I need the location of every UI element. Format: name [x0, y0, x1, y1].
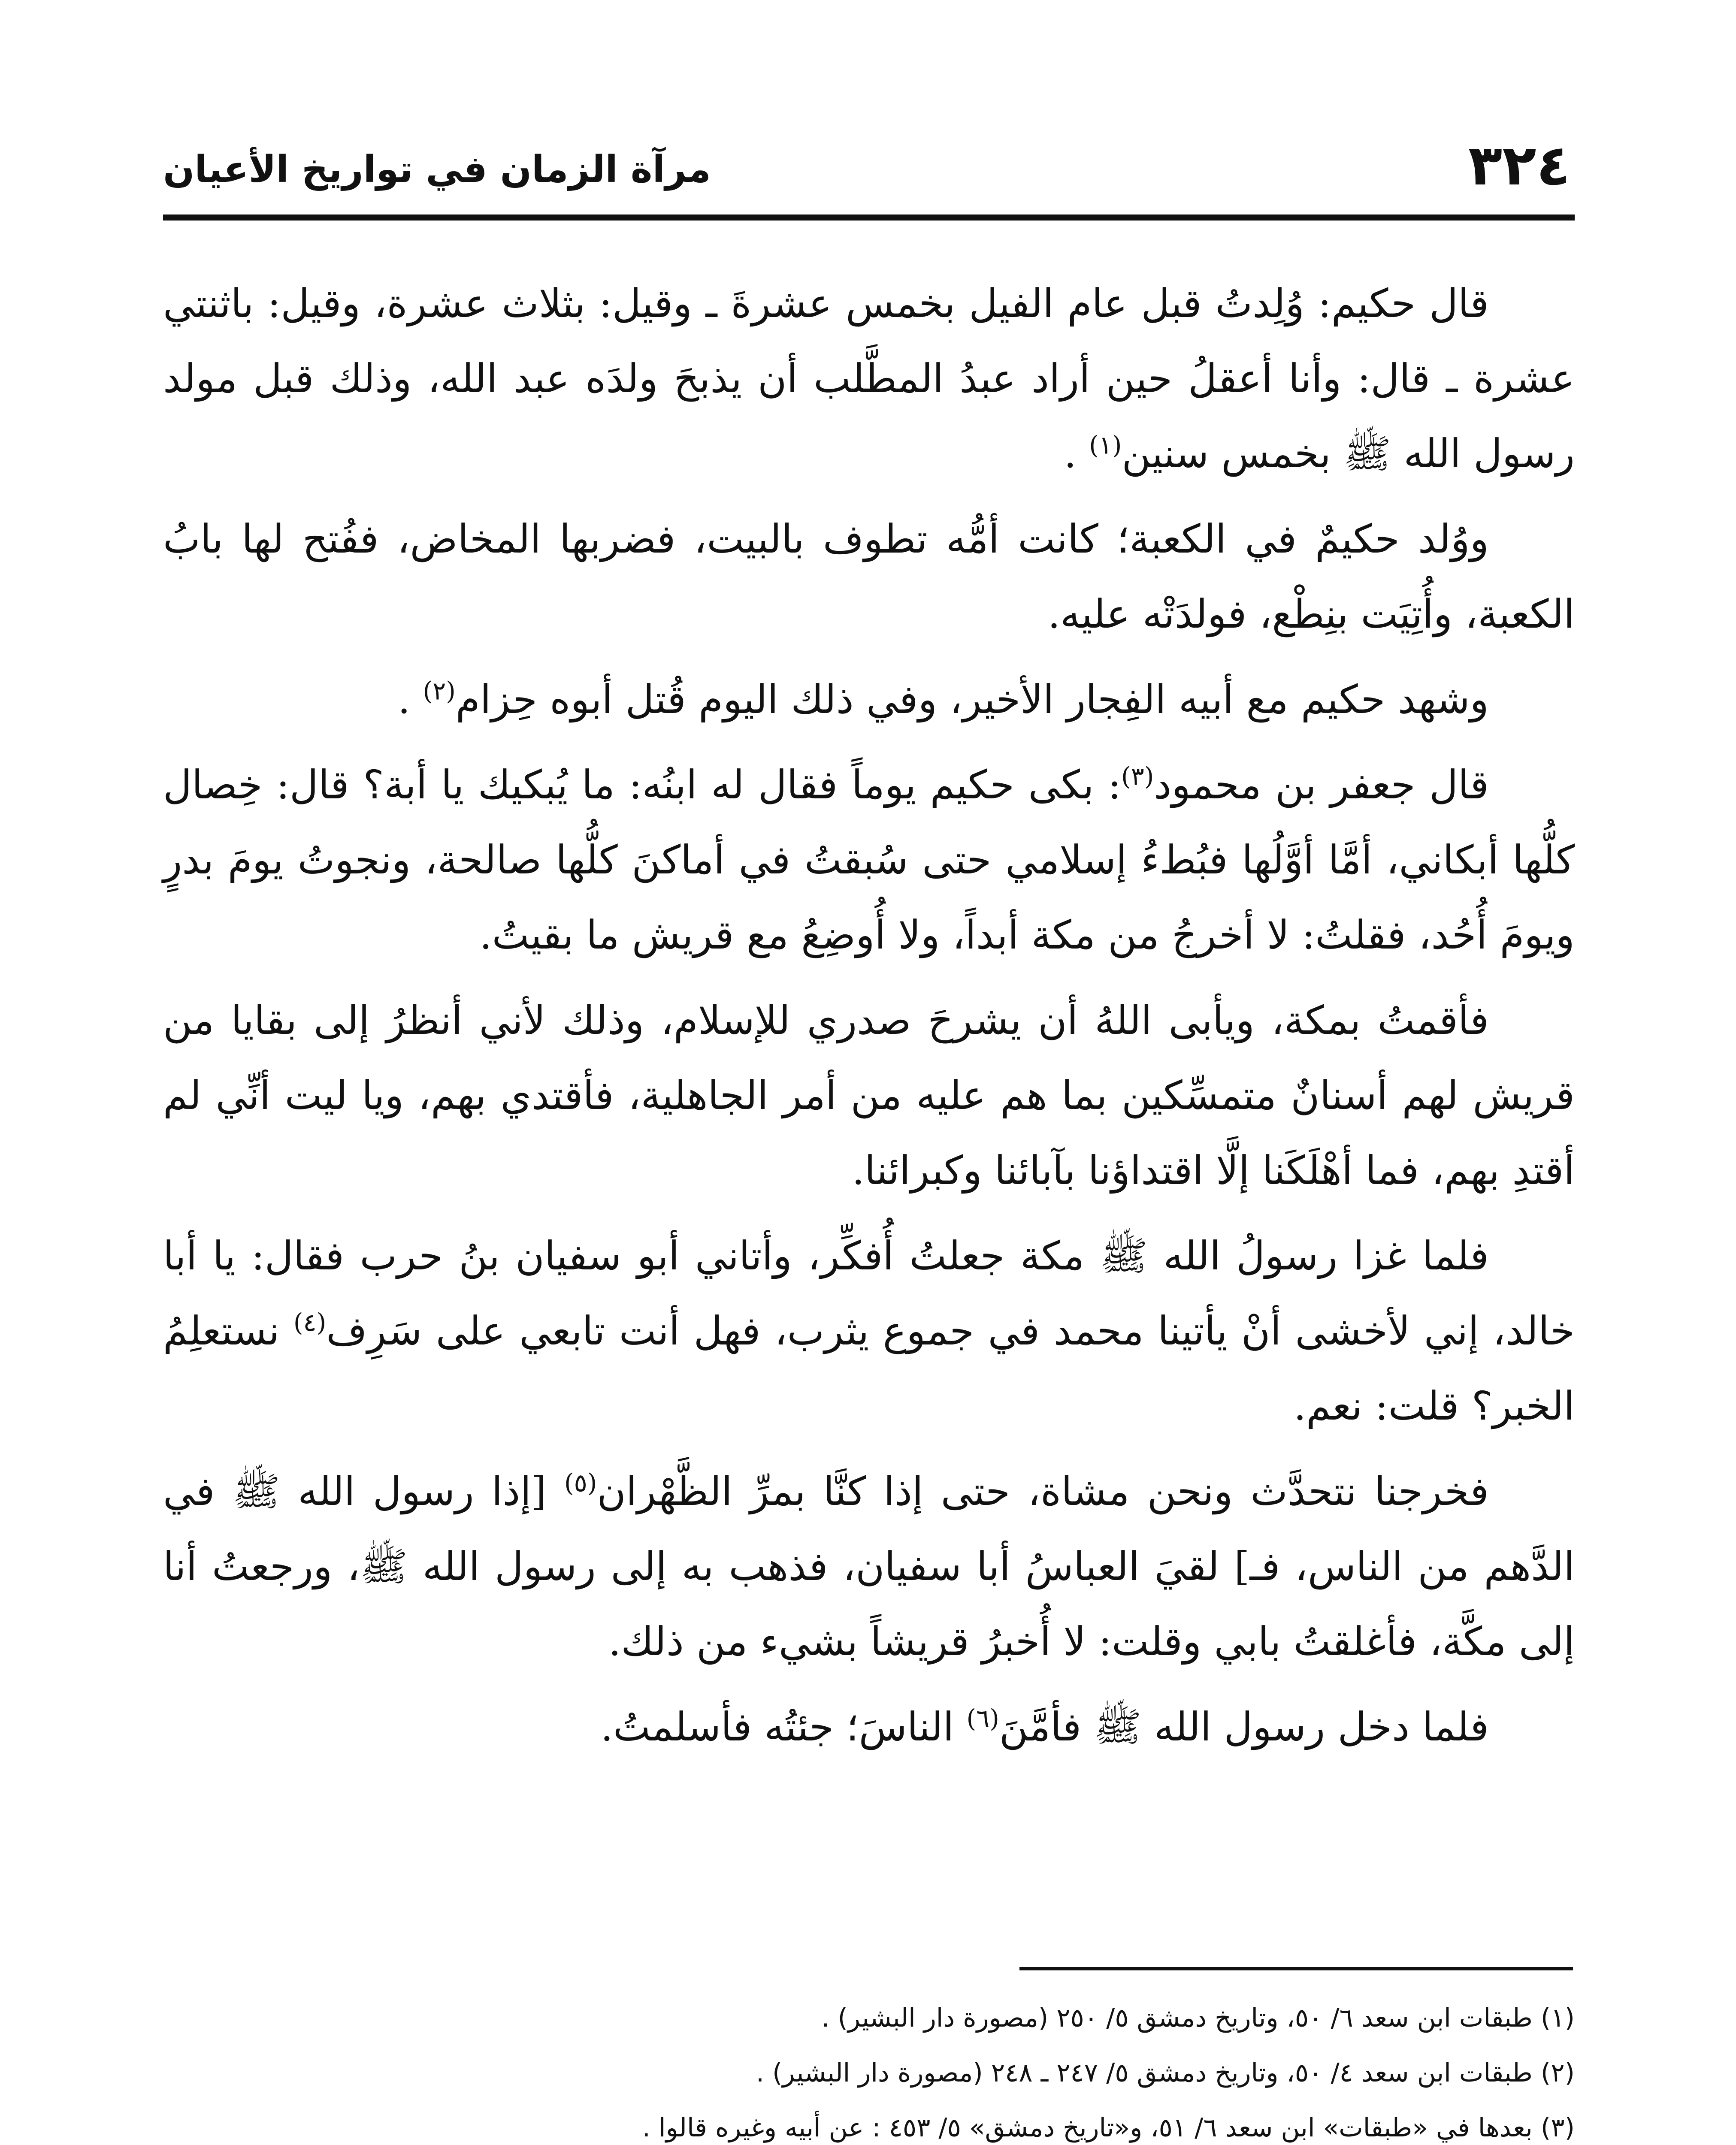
paragraph-text: .: [1064, 431, 1089, 477]
paragraph-text: فخرجنا نتحدَّث ونحن مشاة، حتى إذا كنَّا بمرِّ الظَّهْران: [597, 1468, 1489, 1514]
footnote-reference: (٣): [1121, 761, 1154, 791]
body-text: [163, 266, 1575, 1775]
paragraph-text: قال حكيم: وُلِدتُ قبل عام الفيل بخمس عشرةَ ـ وقيل: بثلاث عشرة، وقيل: باثنتي عشرة ـ قال: وأنا أعقلُ حين أراد عبدُ المطَّلب أن يذبحَ ولدَه عبد الله، وذلك قبل مولد رسول الله ﷺ بخمس سنين: [163, 281, 1575, 477]
body-paragraph: [163, 983, 1575, 1208]
footnote-item: (١) طبقات ابن سعد ٦/ ٥٠، وتاريخ دمشق ٥/ ٢٥٠ (مصورة دار البشير) .: [821, 2003, 1575, 2033]
paragraph-text: فلما دخل رسول الله ﷺ فأمَّنَ: [999, 1704, 1489, 1750]
paragraph-text: .: [397, 677, 423, 722]
footnote-reference: (٦): [966, 1704, 999, 1733]
footnotes: [163, 1991, 1575, 2145]
footnote-separator: [1019, 1967, 1573, 1970]
running-title: مرآة الزمان في تواريخ الأعيان: [163, 148, 711, 191]
paragraph-text: فأقمتُ بمكة، ويأبى اللهُ أن يشرحَ صدري للإسلام، وذلك لأني أنظرُ إلى بقايا من قريش لهم أسنانٌ متمسِّكين بما هم عليه من أمر الجاهلية، فأقتدي بهم، ويا ليت أنِّي لم أقتدِ بهم، فما أهْلَكَنا إلَّا اقتداؤنا بآبائنا وكبرائنا.: [163, 997, 1575, 1193]
footnote-item: (٣) بعدها في «طبقات» ابن سعد ٦/ ٥١، و«تاريخ دمشق» ٥/ ٤٥٣ : عن أبيه وغيره قالوا .: [642, 2113, 1575, 2143]
paragraph-text: ووُلد حكيمٌ في الكعبة؛ كانت أمُّه تطوف بالبيت، فضربها المخاض، ففُتح لها بابُ الكعبة، وأُتِيَت بنِطْع، فولدَتْه عليه.: [163, 516, 1575, 637]
body-paragraph: [163, 1218, 1575, 1444]
paragraph-text: : بكى حكيم يوماً فقال له ابنُه: ما يُبكيك يا أبة؟ قال: خِصال كلُّها أبكاني، أمَّا أوَّلُها فبُطءُ إسلامي حتى سُبقتُ في أماكنَ كلُّها صالحة، ونجوتُ يومَ بدرٍ ويومَ أُحُد، فقلتُ: لا أخرجُ من مكة أبداً، ولا أُوضِعُ مع قريش ما بقيتُ.: [163, 762, 1575, 958]
paragraph-text: قال جعفر بن محمود: [1154, 762, 1489, 808]
body-paragraph: [163, 1454, 1575, 1679]
body-paragraph: [163, 1689, 1575, 1764]
paragraph-text: فلما غزا رسولُ الله ﷺ مكة جعلتُ أُفكِّر، وأتاني أبو سفيان بنُ حرب فقال: يا أبا خالد، إني لأخشى أنْ يأتينا محمد في جموع يثرب، فهل أنت تابعي على سَرِف: [163, 1233, 1575, 1354]
body-paragraph: [163, 266, 1575, 491]
body-paragraph: [163, 747, 1575, 973]
footnote-reference: (٢): [423, 676, 456, 706]
body-paragraph: [163, 502, 1575, 652]
footnote-reference: (٤): [293, 1308, 327, 1337]
footnote-reference: (٥): [564, 1468, 597, 1498]
paragraph-text: الناسَ؛ جئتُه فأسلمتُ.: [600, 1704, 967, 1750]
body-paragraph: [163, 662, 1575, 737]
page-header: [163, 129, 1570, 210]
footnote-reference: (١): [1089, 430, 1122, 460]
footnote-item: (٢) طبقات ابن سعد ٤/ ٥٠، وتاريخ دمشق ٥/ ٢٤٧ ـ ٢٤٨ (مصورة دار البشير) .: [756, 2058, 1575, 2088]
paragraph-text: [إذا رسول الله ﷺ في الدَّهم من الناس، فـ] لقيَ العباسُ أبا سفيان، فذهب به إلى رسول الله ﷺ، ورجعتُ أنا إلى مكَّة، فأغلقتُ بابي وقلت: لا أُخبرُ قريشاً بشيء من ذلك.: [163, 1468, 1575, 1665]
paragraph-text: نستعلِمُ الخبر؟ قلت: نعم.: [163, 1308, 1575, 1429]
page-number: ٣٢٤: [1468, 133, 1570, 198]
paragraph-text: وشهد حكيم مع أبيه الفِجار الأخير، وفي ذلك اليوم قُتل أبوه حِزام: [455, 677, 1489, 722]
header-rule: [163, 214, 1575, 221]
